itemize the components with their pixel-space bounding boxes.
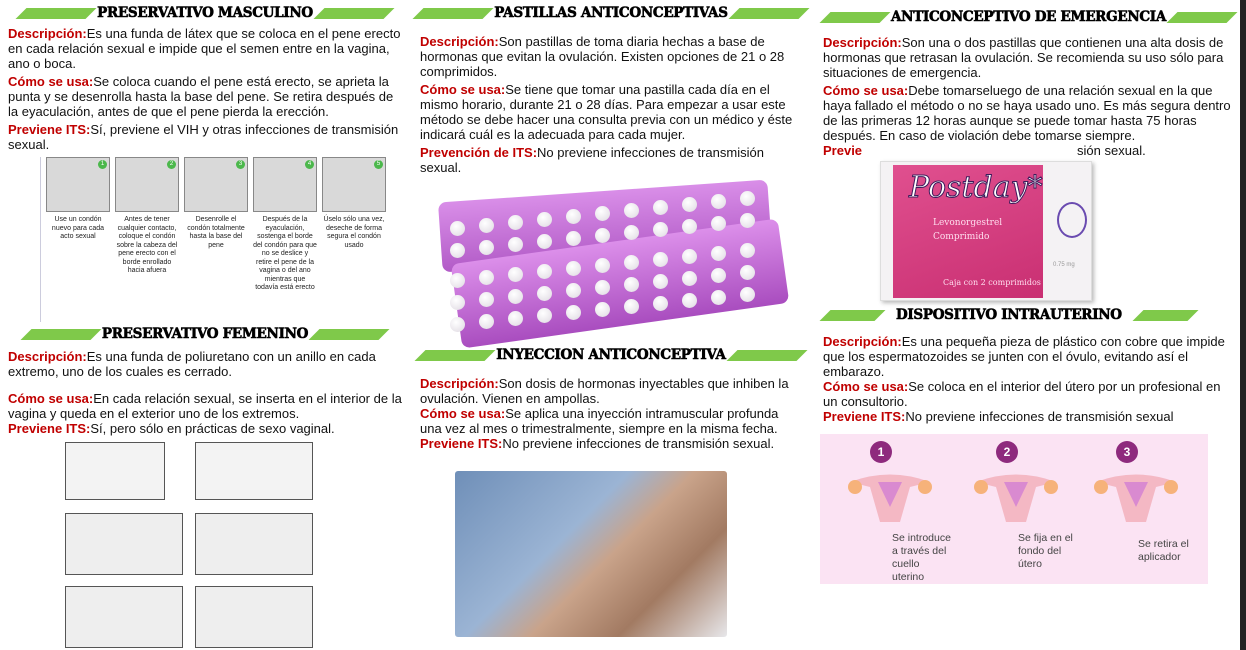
section-title: INYECCION ANTICONCEPTIVA xyxy=(496,347,726,363)
pill xyxy=(653,296,668,311)
illustration-panel xyxy=(195,442,313,500)
pill xyxy=(711,290,726,305)
banner-stripe xyxy=(413,8,494,19)
description: Descripción:Es una pequeña pieza de plástico con cobre que impide que los espermatozoides se junten con el óvulo, evitando así el embarazo. xyxy=(823,334,1225,379)
page-edge xyxy=(1240,0,1246,650)
stopwatch-icon xyxy=(1057,202,1087,238)
step: 1 Use un condón nuevo para cada acto sexual xyxy=(46,157,110,242)
banner-stripe xyxy=(728,8,809,19)
pill xyxy=(682,197,697,212)
brand-logo: Postday* xyxy=(909,170,1043,205)
banner-stripe xyxy=(820,310,886,321)
pill xyxy=(624,255,639,270)
pill xyxy=(682,219,697,234)
pill xyxy=(450,317,465,332)
box-dose: 0.75 mg xyxy=(1053,262,1075,268)
description: Descripción:Son dosis de hormonas inyectables que inhiben la ovulación. Vienen en ampollas. xyxy=(420,376,789,406)
description: Descripción:Es una funda de poliuretano con un anillo en cada extremo, uno de los cuales es cerrado. xyxy=(8,349,376,379)
pill xyxy=(711,194,726,209)
pill xyxy=(653,200,668,215)
sti-prevention: Previene ITS:Sí, pero sólo en prácticas de sexo vaginal. xyxy=(8,421,335,436)
pill xyxy=(740,265,755,280)
pill xyxy=(566,261,581,276)
illustration-panel xyxy=(65,513,183,575)
usage: Cómo se usa:Se aplica una inyección intramuscular profunda una vez al mes o trimestralmente, siempre en la misma fecha. xyxy=(420,406,779,436)
uterus-icon xyxy=(966,467,1066,527)
pill xyxy=(595,280,610,295)
pill xyxy=(508,289,523,304)
column-middle xyxy=(412,0,810,650)
iud-steps-illustration xyxy=(820,434,1208,584)
pill xyxy=(653,274,668,289)
step: 3 Desenrolle el condón totalmente hasta la base del pene xyxy=(184,157,248,250)
male-condom-section xyxy=(0,5,410,152)
pill xyxy=(653,222,668,237)
banner-stripe xyxy=(1167,12,1238,23)
illustration-panel xyxy=(195,586,313,648)
banner-stripe xyxy=(726,350,807,361)
usage: Cómo se usa:Se tiene que tomar una pastilla cada día en el mismo horario, durante 21 o 28 días. Para empezar a usar este método se debe hacer una consulta previa con un médico y éste indicará cuál es la adecuada para cada mujer. xyxy=(420,82,793,142)
banner-stripe xyxy=(309,329,390,340)
pill xyxy=(450,221,465,236)
description: Descripción:Son una o dos pastillas que contienen una alta dosis de hormonas que retrasan la ovulación. Se recomienda su uso sólo para situaciones de emergencia. xyxy=(823,35,1224,80)
pills-section xyxy=(412,5,810,175)
pill xyxy=(624,277,639,292)
sti-prevention: Previene ITS:No previene infecciones de transmisión sexual. xyxy=(420,436,775,451)
step: 2 Se fija en el fondo del útero xyxy=(956,434,1076,584)
pill xyxy=(450,273,465,288)
uterus-icon xyxy=(1086,467,1186,527)
pill xyxy=(740,243,755,258)
box-product-name: Levonorgestrel Comprimido xyxy=(933,218,1003,242)
pill xyxy=(479,314,494,329)
injection-photo xyxy=(455,471,727,637)
pill xyxy=(450,243,465,258)
column-left xyxy=(0,0,410,650)
section-banner xyxy=(0,326,410,342)
pill xyxy=(682,271,697,286)
uterus-icon xyxy=(840,467,940,527)
banner-stripe xyxy=(415,350,496,361)
section-title: PRESERVATIVO MASCULINO xyxy=(97,5,313,21)
pill xyxy=(711,216,726,231)
sti-prevention: Previe sión sexual. xyxy=(823,143,1146,158)
section-banner xyxy=(815,9,1240,25)
pill xyxy=(740,213,755,228)
illustration-panel xyxy=(195,513,313,575)
pill xyxy=(682,249,697,264)
illustration-panel xyxy=(65,442,165,500)
section-banner xyxy=(412,5,810,21)
pill xyxy=(566,231,581,246)
step: 5 Úselo sólo una vez, deseche de forma segura el condón usado xyxy=(322,157,386,250)
pill xyxy=(595,258,610,273)
pill xyxy=(566,209,581,224)
step-image: 5 xyxy=(322,157,386,212)
pill xyxy=(624,225,639,240)
box-footer: Caja con 2 comprimidos xyxy=(943,278,1041,287)
male-condom-steps-illustration xyxy=(40,157,400,322)
step: 4 Después de la eyaculación, sostenga el borde del condón para que no se deslice y retire el pene de la vagina o del ano mientras que todavía está erecto xyxy=(253,157,317,293)
usage: Cómo se usa:Se coloca cuando el pene está erecto, se aprieta la punta y se desenrolla hasta la base del pene. Se retira después de la eyaculación, antes de que el pene pierda la erección. xyxy=(8,74,394,119)
sti-prevention: Previene ITS:No previene infecciones de transmisión sexual xyxy=(823,409,1174,424)
description: Descripción:Son pastillas de toma diaria hechas a base de hormonas que evitan la ovulación. Existen opciones de 21 o 28 comprimidos. xyxy=(420,34,785,79)
banner-stripe xyxy=(20,329,101,340)
banner-stripe xyxy=(1132,310,1198,321)
description: Descripción:Es una funda de látex que se coloca en el pene erecto en cada relación sexual e impide que el semen entre en la vagina, ano o boca. xyxy=(8,26,401,71)
pill xyxy=(711,246,726,261)
step-image: 2 xyxy=(115,157,179,212)
step-image: 3 xyxy=(184,157,248,212)
pill xyxy=(566,283,581,298)
step: 3 Se retira el aplicador xyxy=(1076,434,1196,584)
pill xyxy=(479,218,494,233)
column-right xyxy=(815,0,1240,650)
pill xyxy=(537,234,552,249)
pill xyxy=(450,295,465,310)
emergency-section xyxy=(815,9,1240,158)
banner-stripe xyxy=(16,8,97,19)
pill xyxy=(624,203,639,218)
banner-stripe xyxy=(820,12,891,23)
female-condom-section xyxy=(0,326,410,436)
usage: Cómo se usa:Se coloca en el interior del útero por un profesional en un consultorio. xyxy=(823,379,1221,409)
step: 1 Se introduce a través del cuello uterino xyxy=(830,434,950,584)
postday-box-image xyxy=(880,161,1092,301)
pill xyxy=(624,299,639,314)
pill xyxy=(711,268,726,283)
pill xyxy=(740,287,755,302)
pill xyxy=(508,215,523,230)
section-banner xyxy=(412,347,810,363)
pill xyxy=(537,286,552,301)
pill xyxy=(508,237,523,252)
sti-prevention: Prevención de ITS:No previene infecciones de transmisión sexual. xyxy=(420,145,764,175)
pill-blister-image xyxy=(430,181,790,341)
section-banner xyxy=(0,5,410,21)
step-image: 4 xyxy=(253,157,317,212)
section-title: PASTILLAS ANTICONCEPTIVAS xyxy=(494,5,728,21)
pill xyxy=(508,267,523,282)
pill xyxy=(682,293,697,308)
pill xyxy=(653,252,668,267)
female-condom-illustration xyxy=(65,442,315,650)
illustration-panel xyxy=(65,586,183,648)
pill xyxy=(479,240,494,255)
pill xyxy=(508,311,523,326)
pill xyxy=(537,308,552,323)
pill xyxy=(479,270,494,285)
usage: Cómo se usa:Debe tomarseluego de una relación sexual en la que haya fallado el método o no se haya usado uno. Es más segura dentro de las primeras 12 horas aunque se puede tomar hasta 75 horas después. En caso de violación debe tomarse siempre. xyxy=(823,83,1231,143)
pill xyxy=(566,305,581,320)
section-title: ANTICONCEPTIVO DE EMERGENCIA xyxy=(891,9,1166,25)
pill xyxy=(537,212,552,227)
banner-stripe xyxy=(313,8,394,19)
pill xyxy=(595,228,610,243)
pill xyxy=(479,292,494,307)
iud-section xyxy=(815,307,1240,424)
sti-prevention: Previene ITS:Sí, previene el VIH y otras infecciones de transmisión sexual. xyxy=(8,122,399,152)
section-title: DISPOSITIVO INTRAUTERINO xyxy=(896,307,1122,323)
injection-section xyxy=(412,347,810,451)
step-image: 1 xyxy=(46,157,110,212)
pill xyxy=(595,206,610,221)
step: 2 Antes de tener cualquier contacto, coloque el condón sobre la cabeza del pene erecto con el borde enrollado hacia afuera xyxy=(115,157,179,276)
usage: Cómo se usa:En cada relación sexual, se inserta en el interior de la vagina y queda en el exterior uno de los extremos. xyxy=(8,391,402,421)
pill xyxy=(595,302,610,317)
pill xyxy=(537,264,552,279)
section-title: PRESERVATIVO FEMENINO xyxy=(101,326,309,342)
section-banner xyxy=(815,307,1240,323)
pill xyxy=(740,191,755,206)
